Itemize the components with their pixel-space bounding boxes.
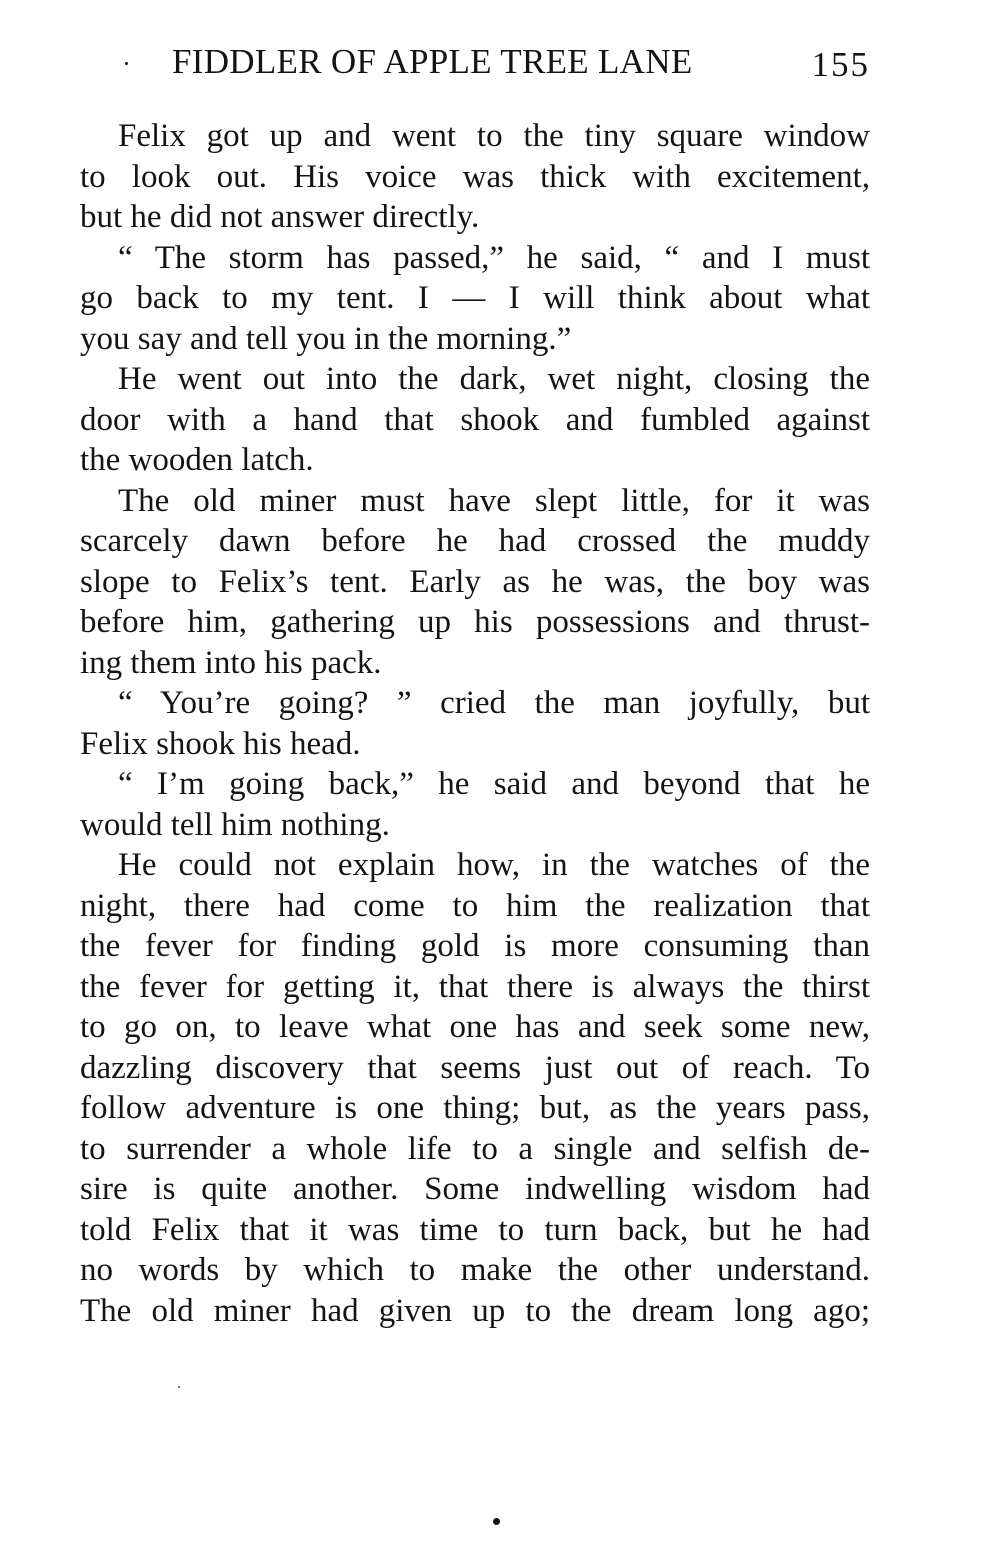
text-line: “ The storm has passed,” he said, “ and I must <box>118 239 870 276</box>
text-line: He could not explain how, in the watches of the <box>118 847 870 883</box>
page-header <box>80 40 870 90</box>
text-line: but he did not answer directly. <box>80 199 480 235</box>
text-line: “ You’re going? ” cried the man joyfully, but <box>118 685 870 721</box>
text-line: He went out into the dark, wet night, closing the <box>118 361 870 397</box>
text-line: door with a hand that shook and fumbled against <box>80 401 870 438</box>
text-line: The old miner must have slept little, for it was <box>118 482 870 519</box>
footer-dot <box>493 1518 500 1525</box>
text-line: to surrender a whole life to a single and selfish de- <box>80 1130 870 1167</box>
text-line: you say and tell you in the morning.” <box>80 320 572 357</box>
text-line: the fever for finding gold is more consuming than <box>80 928 870 964</box>
text-line: slope to Felix’s tent. Early as he was, the boy was <box>80 563 870 600</box>
text-line: no words by which to make the other understand. <box>80 1252 870 1288</box>
text-line: Felix got up and went to the tiny square window <box>118 118 870 154</box>
running-title: FIDDLER OF APPLE TREE LANE <box>172 42 693 81</box>
text-line: go back to my tent. I — I will think about what <box>80 280 870 316</box>
text-line: to go on, to leave what one has and seek some new, <box>80 1009 870 1045</box>
print-speck <box>178 1386 180 1388</box>
text-line: scarcely dawn before he had crossed the muddy <box>80 523 870 559</box>
text-line: The old miner had given up to the dream long ago; <box>80 1292 870 1329</box>
text-line: before him, gathering up his possessions and thrust- <box>80 604 870 640</box>
text-line: the fever for getting it, that there is always the thirst <box>80 968 870 1005</box>
text-line: to look out. His voice was thick with excitement, <box>80 158 870 195</box>
header-ornament <box>125 62 128 65</box>
text-line: told Felix that it was time to turn back, but he had <box>80 1211 870 1248</box>
text-line: the wooden latch. <box>80 442 314 478</box>
text-line: “ I’m going back,” he said and beyond that he <box>118 766 870 802</box>
text-line: sire is quite another. Some indwelling wisdom had <box>80 1171 870 1207</box>
text-line: night, there had come to him the realization that <box>80 887 870 924</box>
text-line: ing them into his pack. <box>80 644 382 681</box>
body-text <box>80 116 870 1331</box>
text-line: would tell him nothing. <box>80 806 390 843</box>
text-line: Felix shook his head. <box>80 725 361 762</box>
text-line: dazzling discovery that seems just out of reach. To <box>80 1049 870 1086</box>
page-number: 155 <box>811 45 870 84</box>
text-line: follow adventure is one thing; but, as the years pass, <box>80 1090 870 1126</box>
